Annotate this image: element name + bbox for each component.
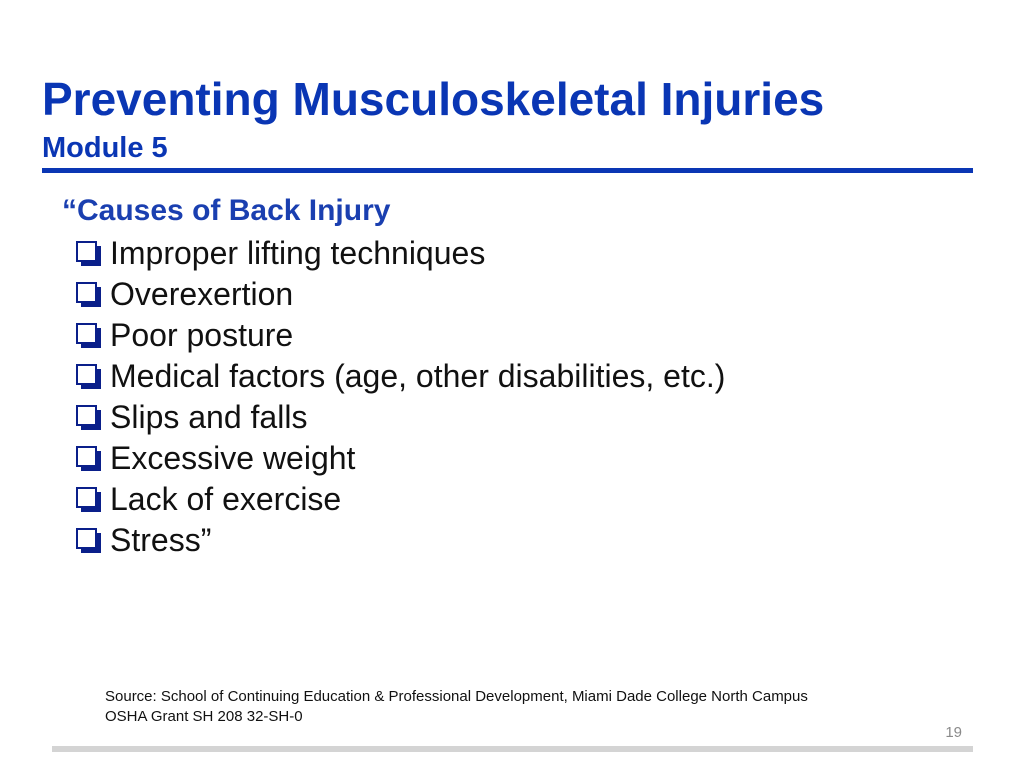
checkbox-icon bbox=[76, 323, 102, 349]
slide-title: Preventing Musculoskeletal Injuries bbox=[42, 73, 825, 125]
bullet-text: Stress” bbox=[110, 522, 212, 558]
slide-subtitle: Module 5 bbox=[42, 132, 168, 164]
grant-line: OSHA Grant SH 208 32-SH-0 bbox=[105, 708, 303, 725]
checkbox-icon bbox=[76, 487, 102, 513]
list-item bbox=[76, 520, 725, 561]
checkbox-icon bbox=[76, 364, 102, 390]
section-heading: “Causes of Back Injury bbox=[62, 194, 391, 227]
page-number: 19 bbox=[945, 724, 962, 741]
list-item bbox=[76, 274, 725, 315]
bullet-text: Slips and falls bbox=[110, 399, 308, 435]
list-item bbox=[76, 438, 725, 479]
list-item bbox=[76, 315, 725, 356]
bullet-text: Improper lifting techniques bbox=[110, 235, 486, 271]
bullet-text: Overexertion bbox=[110, 276, 294, 312]
list-item bbox=[76, 233, 725, 274]
checkbox-icon bbox=[76, 282, 102, 308]
list-item bbox=[76, 397, 725, 438]
checkbox-icon bbox=[76, 405, 102, 431]
bullet-text: Excessive weight bbox=[110, 440, 356, 476]
list-item bbox=[76, 479, 725, 520]
checkbox-icon bbox=[76, 528, 102, 554]
bullet-text: Lack of exercise bbox=[110, 481, 342, 517]
source-line: Source: School of Continuing Education & Professional Development, Miami Dade College North Campus bbox=[105, 688, 808, 705]
title-divider bbox=[42, 168, 973, 173]
bullet-list bbox=[76, 233, 725, 561]
list-item bbox=[76, 356, 725, 397]
source-citation bbox=[105, 687, 808, 727]
checkbox-icon bbox=[76, 241, 102, 267]
footer-divider bbox=[52, 746, 973, 752]
checkbox-icon bbox=[76, 446, 102, 472]
bullet-text: Medical factors (age, other disabilities, etc.) bbox=[110, 358, 726, 394]
bullet-text: Poor posture bbox=[110, 317, 294, 353]
